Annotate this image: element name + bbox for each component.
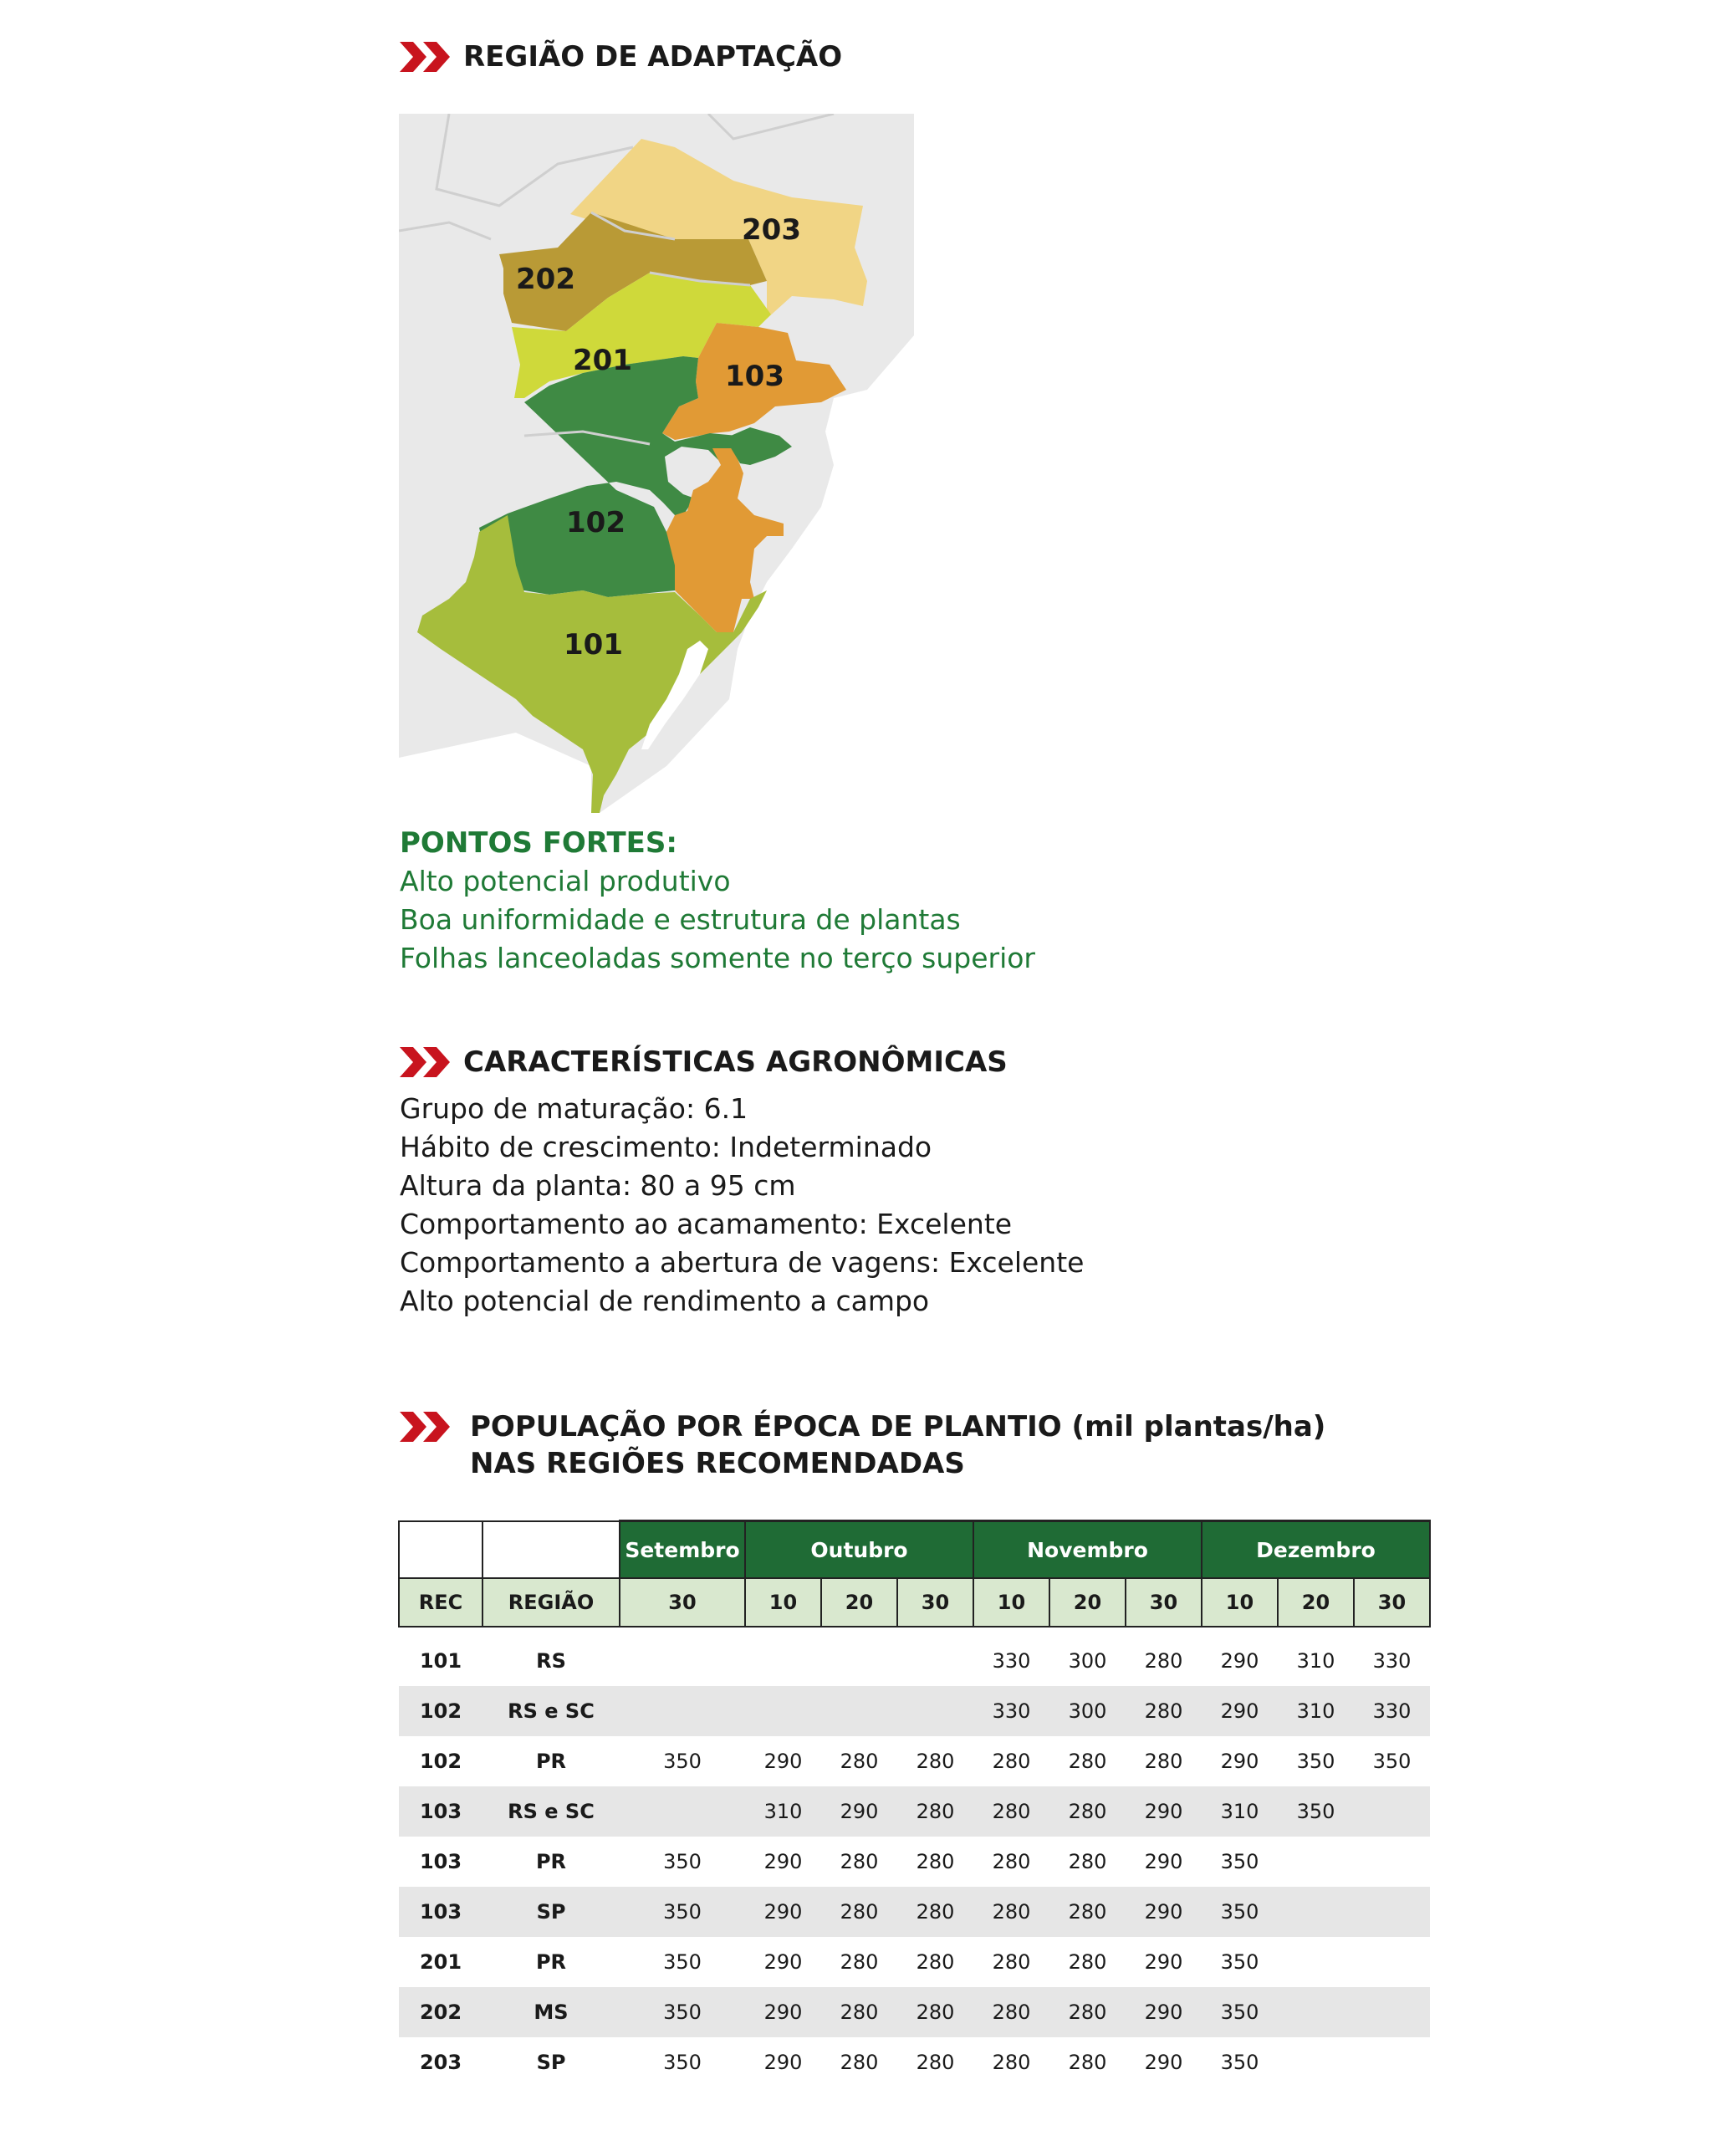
value-cell — [897, 1636, 973, 1686]
value-cell: 280 — [821, 1987, 897, 2037]
value-cell: 280 — [992, 1750, 1031, 1773]
table-spacer-row — [399, 1627, 1430, 1636]
region-cell: SP — [483, 1887, 620, 1937]
value-cell — [745, 1636, 821, 1686]
rec-cell: 102 — [399, 1686, 483, 1736]
value-cell: 350 — [1202, 1987, 1278, 2037]
region-cell: PR — [535, 1750, 567, 1773]
value-cell — [620, 1786, 745, 1837]
value-cell: 280 — [1068, 2051, 1107, 2074]
header-month-outubro: Outubro — [745, 1521, 973, 1579]
header-month-dezembro: Dezembro — [1202, 1521, 1430, 1579]
value-cell — [1278, 1887, 1354, 1937]
value-cell: 290 — [1144, 1850, 1183, 1873]
region-cell: MS — [483, 1987, 620, 2037]
table-row — [399, 2037, 1430, 2087]
rec-cell: 203 — [419, 2051, 462, 2074]
agro-section-title: CARACTERÍSTICAS AGRONÔMICAS — [400, 1044, 1008, 1081]
value-cell — [1354, 1887, 1430, 1937]
value-cell: 290 — [1144, 2051, 1183, 2074]
region-label-201: 201 — [573, 344, 632, 377]
value-cell: 280 — [897, 1786, 973, 1837]
value-cell: 280 — [916, 1750, 955, 1773]
region-label-102: 102 — [566, 506, 625, 539]
spacer-cell — [399, 1627, 1430, 1636]
value-cell: 350 — [1220, 1950, 1259, 1974]
strength-item: Folhas lanceoladas somente no terço superior — [400, 942, 1035, 974]
region-cell: PR — [535, 1950, 567, 1974]
population-table — [398, 1520, 1431, 2087]
value-cell: 280 — [916, 1950, 955, 1974]
strength-item: Alto potencial produtivo — [400, 865, 731, 897]
value-cell: 310 — [1202, 1786, 1278, 1837]
value-cell: 350 — [1296, 1750, 1335, 1773]
region-section-title: REGIÃO DE ADAPTAÇÃO — [400, 38, 842, 75]
double-chevron-icon — [400, 42, 452, 72]
value-cell: 290 — [1126, 1887, 1202, 1937]
rec-cell: 102 — [419, 1750, 462, 1773]
header-day: 10 — [745, 1578, 821, 1627]
value-cell: 280 — [992, 2051, 1031, 2074]
value-cell: 350 — [620, 1887, 745, 1937]
value-cell — [897, 1686, 973, 1736]
table-row — [399, 1937, 1430, 1987]
value-cell: 290 — [1220, 1750, 1259, 1773]
header-day: 30 — [897, 1578, 973, 1627]
value-cell: 280 — [1144, 1649, 1183, 1673]
value-cell: 350 — [620, 1987, 745, 2037]
value-cell: 280 — [897, 1987, 973, 2037]
value-cell: 330 — [992, 1649, 1031, 1673]
population-title-line2: NAS REGIÕES RECOMENDADAS — [470, 1447, 965, 1480]
header-day: 20 — [821, 1578, 897, 1627]
value-cell: 350 — [1278, 1786, 1354, 1837]
value-cell: 300 — [1049, 1686, 1126, 1736]
table-row — [399, 1887, 1430, 1937]
value-cell: 280 — [1049, 1987, 1126, 2037]
value-cell: 290 — [1126, 1987, 1202, 2037]
table-header-months — [399, 1521, 1430, 1579]
rec-cell: 103 — [399, 1887, 483, 1937]
value-cell: 290 — [821, 1786, 897, 1837]
value-cell: 290 — [745, 1887, 821, 1937]
header-day: 10 — [973, 1578, 1049, 1627]
value-cell: 350 — [663, 2051, 702, 2074]
table-body — [399, 1627, 1430, 2087]
region-label-203: 203 — [742, 213, 801, 247]
region-cell: RS — [536, 1649, 566, 1673]
value-cell: 350 — [663, 1950, 702, 1974]
value-cell: 350 — [1220, 1850, 1259, 1873]
table-row — [399, 1987, 1430, 2037]
value-cell: 280 — [992, 1950, 1031, 1974]
value-cell: 280 — [897, 1887, 973, 1937]
value-cell: 290 — [1144, 1950, 1183, 1974]
header-month-novembro: Novembro — [973, 1521, 1202, 1579]
value-cell: 280 — [1068, 1850, 1107, 1873]
value-cell: 350 — [1202, 1887, 1278, 1937]
region-cell: SP — [536, 2051, 566, 2074]
value-cell: 280 — [992, 1850, 1031, 1873]
strengths-heading: PONTOS FORTES: — [400, 826, 677, 860]
region-label-103: 103 — [725, 360, 784, 393]
value-cell: 280 — [1068, 1750, 1107, 1773]
strength-item: Boa uniformidade e estrutura de plantas — [400, 903, 961, 936]
region-label-101: 101 — [564, 628, 623, 662]
value-cell: 280 — [1049, 1887, 1126, 1937]
value-cell: 280 — [973, 1887, 1049, 1937]
header-day: 10 — [1202, 1578, 1278, 1627]
value-cell — [1278, 1837, 1354, 1887]
value-cell: 280 — [840, 1750, 879, 1773]
double-chevron-icon — [400, 1047, 452, 1077]
value-cell — [1354, 2037, 1430, 2087]
value-cell: 280 — [916, 1850, 955, 1873]
value-cell: 350 — [1372, 1750, 1412, 1773]
header-month-setembro: Setembro — [620, 1521, 745, 1579]
table-row — [399, 1786, 1430, 1837]
value-cell — [1278, 2037, 1354, 2087]
header-day: 30 — [620, 1578, 745, 1627]
value-cell: 290 — [763, 1850, 803, 1873]
double-chevron-icon — [400, 1412, 452, 1442]
value-cell: 280 — [1144, 1750, 1183, 1773]
header-region: REGIÃO — [483, 1578, 620, 1627]
agro-item: Alto potencial de rendimento a campo — [400, 1285, 930, 1317]
region-cell: RS e SC — [483, 1686, 620, 1736]
header-rec: REC — [399, 1578, 483, 1627]
agro-item: Altura da planta: 80 a 95 cm — [400, 1169, 796, 1202]
value-cell: 290 — [763, 2051, 803, 2074]
value-cell — [745, 1686, 821, 1736]
value-cell — [821, 1686, 897, 1736]
value-cell: 280 — [916, 2051, 955, 2074]
rec-cell: 101 — [419, 1649, 462, 1673]
value-cell: 280 — [840, 2051, 879, 2074]
value-cell: 280 — [840, 1850, 879, 1873]
value-cell — [1354, 1786, 1430, 1837]
value-cell: 290 — [1202, 1686, 1278, 1736]
value-cell: 280 — [840, 1950, 879, 1974]
adaptation-region-map — [399, 114, 914, 813]
agro-item: Hábito de crescimento: Indeterminado — [400, 1131, 932, 1163]
agro-item: Comportamento ao acamamento: Excelente — [400, 1208, 1013, 1240]
value-cell — [1354, 1937, 1430, 1987]
value-cell — [1354, 1987, 1430, 2037]
rec-cell: 202 — [399, 1987, 483, 2037]
agro-item: Comportamento a abertura de vagens: Excelente — [400, 1246, 1085, 1279]
value-cell — [620, 1636, 745, 1686]
rec-cell: 201 — [419, 1950, 462, 1974]
header-day: 30 — [1354, 1578, 1430, 1627]
agro-characteristics-list — [400, 1090, 1320, 1321]
header-day: 30 — [1126, 1578, 1202, 1627]
value-cell — [1278, 1987, 1354, 2037]
value-cell — [1354, 1837, 1430, 1887]
population-title-line1: POPULAÇÃO POR ÉPOCA DE PLANTIO (mil plantas/ha) — [470, 1410, 1326, 1444]
table-row — [399, 1636, 1430, 1686]
value-cell — [1278, 1937, 1354, 1987]
header-blank-cell — [483, 1521, 620, 1579]
value-cell: 280 — [973, 1786, 1049, 1837]
value-cell: 330 — [1372, 1649, 1412, 1673]
value-cell: 290 — [1126, 1786, 1202, 1837]
table-row — [399, 1686, 1430, 1736]
value-cell: 280 — [1068, 1950, 1107, 1974]
value-cell: 290 — [763, 1750, 803, 1773]
value-cell: 280 — [1049, 1786, 1126, 1837]
population-section-title — [400, 1408, 1325, 1482]
strengths-block — [400, 824, 1236, 978]
header-day: 20 — [1278, 1578, 1354, 1627]
header-blank-cell — [399, 1521, 483, 1579]
table-row — [399, 1736, 1430, 1786]
value-cell: 330 — [973, 1686, 1049, 1736]
region-cell: PR — [535, 1850, 567, 1873]
value-cell — [620, 1686, 745, 1736]
value-cell: 300 — [1068, 1649, 1107, 1673]
agro-item: Grupo de maturação: 6.1 — [400, 1092, 748, 1125]
value-cell: 350 — [663, 1750, 702, 1773]
value-cell: 350 — [663, 1850, 702, 1873]
value-cell: 350 — [1220, 2051, 1259, 2074]
table-row — [399, 1837, 1430, 1887]
value-cell: 310 — [745, 1786, 821, 1837]
value-cell — [821, 1636, 897, 1686]
value-cell: 290 — [763, 1950, 803, 1974]
value-cell: 280 — [821, 1887, 897, 1937]
value-cell: 310 — [1278, 1686, 1354, 1736]
table-header-days — [399, 1578, 1430, 1627]
rec-cell: 103 — [399, 1786, 483, 1837]
value-cell: 280 — [973, 1987, 1049, 2037]
value-cell: 310 — [1296, 1649, 1335, 1673]
rec-cell: 103 — [419, 1850, 462, 1873]
value-cell: 290 — [1220, 1649, 1259, 1673]
value-cell: 330 — [1354, 1686, 1430, 1736]
region-cell: RS e SC — [483, 1786, 620, 1837]
value-cell: 280 — [1126, 1686, 1202, 1736]
value-cell: 290 — [745, 1987, 821, 2037]
region-label-202: 202 — [516, 263, 575, 296]
header-day: 20 — [1049, 1578, 1126, 1627]
